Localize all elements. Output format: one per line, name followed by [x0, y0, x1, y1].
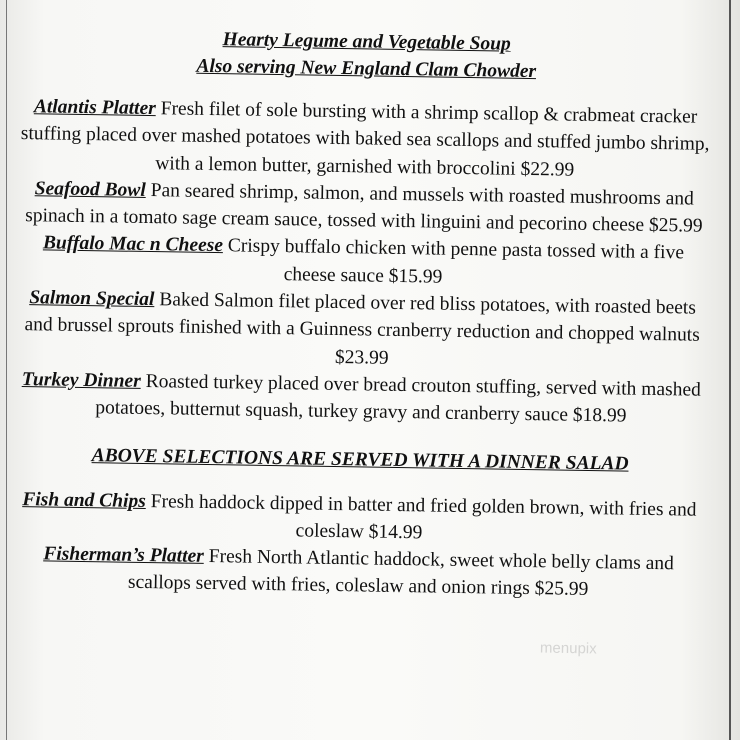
soup-heading: Hearty Legume and Vegetable Soup	[222, 29, 511, 55]
menu-item-name: Fisherman’s Platter	[43, 543, 204, 568]
menu-item-description: Crispy buffalo chicken with penne pasta tossed with a five cheese sauce	[227, 235, 685, 287]
menu-item-description: Pan seared shrimp, salmon, and mussels with roasted mushrooms and spinach in a tomato sage cream sauce, tossed with linguini and pecorino cheese	[25, 179, 695, 236]
menu-item-description: Roasted turkey placed over bread crouton stuffing, served with mashed potatoes, butternut squash, turkey gravy and cranberry sauce	[95, 370, 701, 426]
menu-item-atlantis-platter	[20, 93, 711, 186]
menu-item-price: $25.99	[648, 215, 703, 237]
chowder-heading: Also serving New England Clam Chowder	[196, 55, 537, 83]
menu-item-description: Fresh North Atlantic haddock, sweet whole belly clams and scallops served with fries, coleslaw and onion rings	[127, 546, 674, 600]
menu-item-fishermans-platter	[13, 540, 704, 605]
paper-right-edge	[729, 0, 731, 740]
menu-item-description: Fresh filet of sole bursting with a shrimp scallop & crabmeat cracker stuffing placed over mashed potatoes with baked sea scallops and stuffed jumbo shrimp, with a lemon butter, garnished with broccolini	[20, 98, 710, 180]
menu-item-salmon-special	[17, 284, 708, 377]
menu-item-description: Fresh haddock dipped in batter and fried golden brown, with fries and coleslaw	[150, 490, 697, 543]
menu-item-price: $23.99	[334, 346, 389, 369]
menu-item-price: $22.99	[520, 158, 575, 181]
menu-item-name: Salmon Special	[29, 287, 155, 311]
menu-item-name: Fish and Chips	[22, 488, 147, 512]
soup-headings	[21, 23, 712, 88]
watermark: menupix	[539, 639, 597, 658]
menu-item-name: Buffalo Mac n Cheese	[42, 232, 224, 257]
menu-content	[13, 20, 712, 606]
menu-item-price: $15.99	[388, 265, 443, 288]
menu-item-name: Seafood Bowl	[34, 178, 146, 201]
menu-item-description: Baked Salmon filet placed over red bliss potatoes, with roasted beets and brussel sprouts finished with a Guinness cranberry reduction and chopped walnuts	[24, 289, 700, 347]
dinner-salad-notice: ABOVE SELECTIONS ARE SERVED WITH A DINNER SALAD	[91, 444, 629, 475]
menu-item-turkey-dinner	[16, 366, 707, 431]
menu-item-name: Atlantis Platter	[33, 96, 156, 120]
entrees-with-salad	[16, 93, 711, 431]
menu-item-price: $14.99	[368, 521, 423, 544]
menu-item-price: $18.99	[572, 404, 627, 427]
entrees-fried	[13, 486, 705, 606]
paper-left-edge	[6, 0, 7, 740]
menu-item-name: Turkey Dinner	[21, 369, 141, 392]
menu-item-price: $25.99	[534, 578, 589, 601]
